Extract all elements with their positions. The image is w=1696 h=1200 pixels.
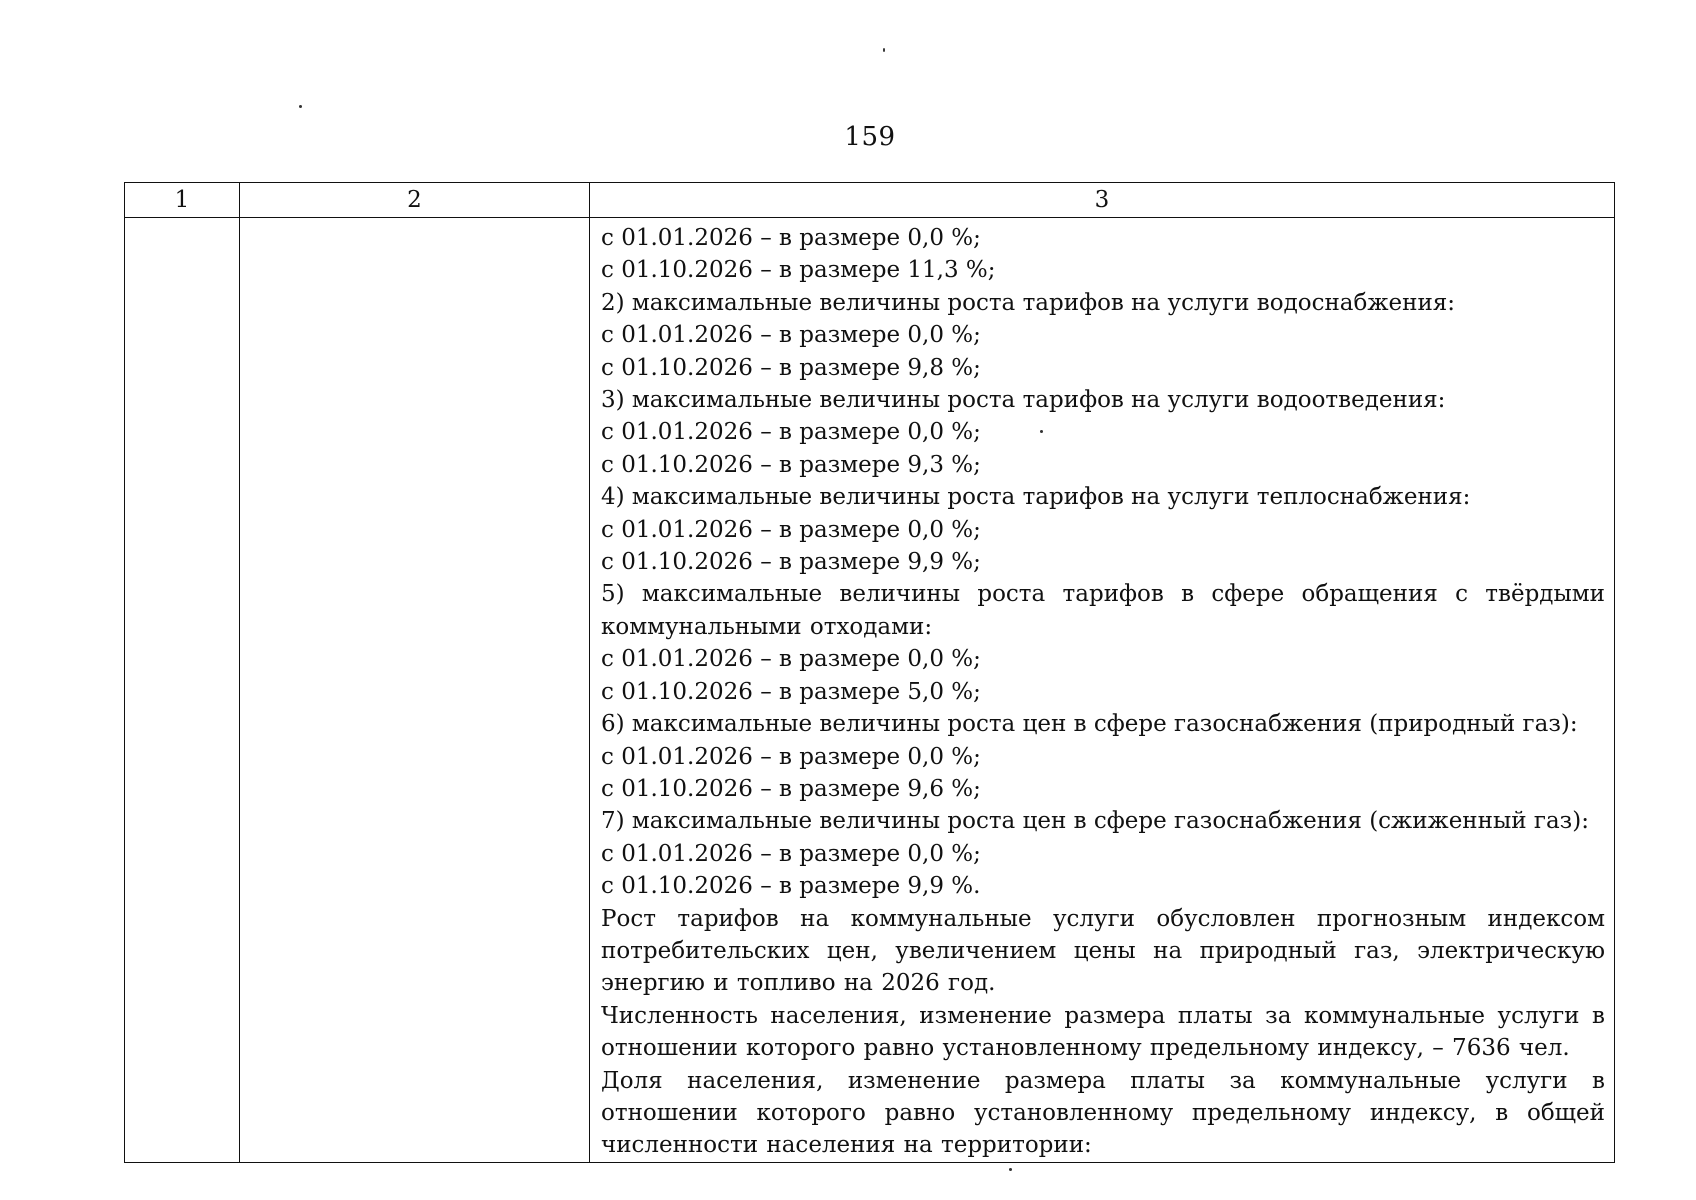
cell-col-1 — [125, 218, 240, 1163]
text-line: с 01.10.2026 – в размере 9,6 %; — [601, 775, 981, 802]
text-line: с 01.01.2026 – в размере 0,0 %; — [601, 419, 981, 446]
text-line: с 01.01.2026 – в размере 0,0 %; — [601, 225, 981, 251]
text-line: 6) максимальные величины роста цен в сфере газоснабжения (природный газ): — [601, 711, 1578, 738]
text-line: с 01.01.2026 – в размере 0,0 %; — [601, 840, 981, 867]
cell-col-3 — [590, 218, 1615, 1163]
document-table — [124, 182, 1615, 1163]
scan-speck — [1009, 1168, 1012, 1171]
paragraph-population-share: Доля населения, изменение размера платы за коммунальные услуги в отношении которого равно установленному предельному индексу, в общей численности населения на территории: — [601, 1067, 1605, 1159]
text-line: с 01.10.2026 – в размере 5,0 %; — [601, 678, 981, 705]
paragraph-solid-waste: 5) максимальные величины роста тарифов в сфере обращения с твёрдыми коммунальными отходами: — [601, 581, 1605, 640]
text-line: 3) максимальные величины роста тарифов на услуги водоотведения: — [601, 387, 1446, 414]
text-line: с 01.01.2026 – в размере 0,0 %; — [601, 322, 981, 349]
text-line: с 01.10.2026 – в размере 9,9 %. — [601, 873, 981, 900]
text-line: с 01.10.2026 – в размере 9,8 %; — [601, 354, 981, 381]
scan-speck — [883, 48, 885, 52]
text-line: с 01.10.2026 – в размере 11,3 %; — [601, 257, 996, 284]
page-number: 159 — [844, 122, 896, 152]
cell-col-2 — [240, 218, 590, 1163]
table-row — [125, 218, 1615, 1163]
column-header-2: 2 — [240, 183, 590, 218]
text-line: с 01.01.2026 – в размере 0,0 %; — [601, 516, 981, 543]
scan-speck — [299, 105, 302, 108]
table-header-row — [125, 183, 1615, 218]
text-line: с 01.10.2026 – в размере 9,3 %; — [601, 451, 981, 478]
column-header-1: 1 — [125, 183, 240, 218]
paragraph-tariff-growth: Рост тарифов на коммунальные услуги обусловлен прогнозным индексом потребительских цен, увеличением цены на природный газ, электрическую энергию и топливо на 2026 год. — [601, 905, 1605, 997]
text-line: 4) максимальные величины роста тарифов на услуги теплоснабжения: — [601, 484, 1471, 511]
column-header-3: 3 — [590, 183, 1615, 218]
text-line: с 01.10.2026 – в размере 9,9 %; — [601, 549, 981, 576]
text-line: с 01.01.2026 – в размере 0,0 %; — [601, 743, 981, 770]
paragraph-population-count: Численность населения, изменение размера платы за коммунальные услуги в отношении которого равно установленному предельному индексу, – 7636 чел. — [601, 1002, 1605, 1062]
text-line: 2) максимальные величины роста тарифов на услуги водоснабжения: — [601, 289, 1456, 316]
text-line: с 01.01.2026 – в размере 0,0 %; — [601, 646, 981, 673]
text-line: 7) максимальные величины роста цен в сфере газоснабжения (сжиженный газ): — [601, 808, 1589, 835]
